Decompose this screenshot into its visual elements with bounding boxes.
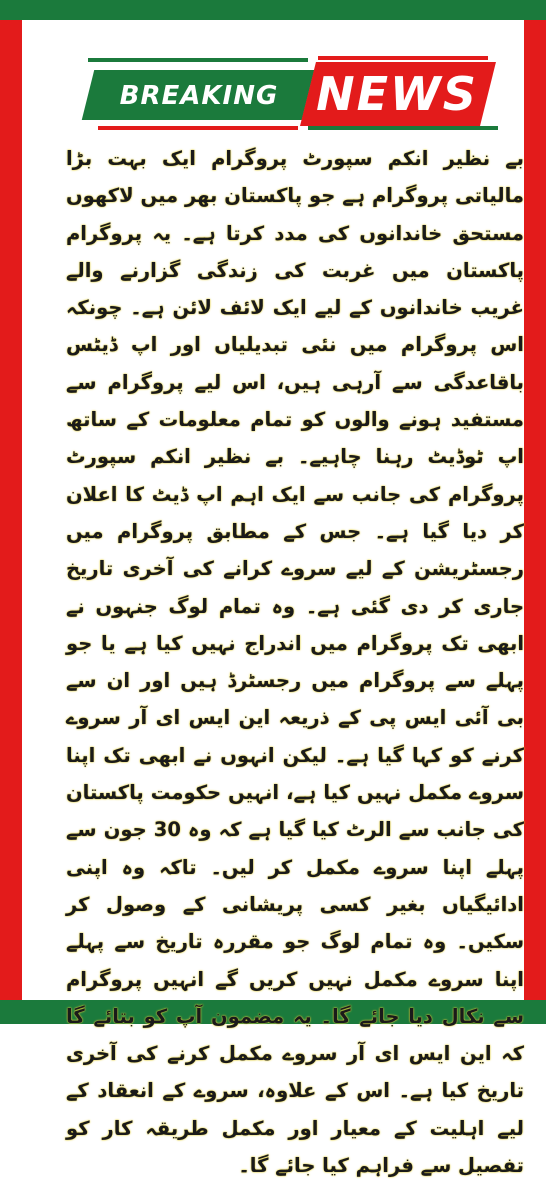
logo-stripe <box>88 58 308 62</box>
news-label: NEWS <box>316 67 478 121</box>
article-paragraph: بے نظیر انکم سپورٹ پروگرام ایک بہت بڑا مالیاتی پروگرام ہے جو پاکستان بھر میں لاکھوں مستحق خاندانوں کی مدد کرتا ہے۔ یہ پروگرام پاکستان میں غربت کی زندگی گزارنے والے غریب خاندانوں کے لیے ایک لائف لائن ہے۔ چونکہ اس پروگرام میں نئی تبدیلیاں اور اپ ڈیٹس باقاعدگی سے آرہی ہیں، اس لیے پروگرام سے مستفید ہونے والوں کو تمام معلومات کے ساتھ اپ ٹوڈیٹ رہنا چاہیے۔ بے نظیر انکم سپورٹ پروگرام کی جانب سے ایک اہم اپ ڈیٹ کا اعلان کر دیا گیا ہے۔ جس کے مطابق پروگرام میں رجسٹریشن کے لیے سروے کرانے کی آخری تاریخ جاری کر دی گئی ہے۔ وہ تمام لوگ جنہوں نے ابھی تک پروگرام میں اندراج نہیں کیا ہے یا جو پہلے سے پروگرام میں رجسٹرڈ ہیں اور ان سے بی آئی ایس پی کے ذریعہ این ایس ای آر سروے کرنے کو کہا گیا ہے۔ لیکن انہوں نے ابھی تک اپنا سروے مکمل نہیں کیا ہے، انہیں حکومت پاکستان کی جانب سے الرٹ کیا گیا ہے کہ وہ 30 جون سے پہلے اپنا سروے مکمل کر لیں۔ تاکہ وہ اپنی ادائیگیاں بغیر کسی پریشانی کے وصول کر سکیں۔ وہ تمام لوگ جو مقررہ تاریخ سے پہلے اپنا سروے مکمل نہیں کریں گے انہیں پروگرام سے نکال دیا جائے گا۔ یہ مضمون آپ کو بتائے گا کہ این ایس ای آر سروے مکمل کرنے کی آخری تاریخ کیا ہے۔ اس کے علاوہ، سروے کے انعقاد کے لیے اہلیت کے معیار اور مکمل طریقہ کار کو تفصیل سے فراہم کیا جائے گا۔ <box>66 147 524 1178</box>
right-red-border <box>524 20 546 1000</box>
news-card <box>22 20 524 1178</box>
logo-stripe <box>318 56 488 60</box>
breaking-label: BREAKING <box>119 81 279 111</box>
logo-stripe <box>98 126 298 130</box>
logo-stripe <box>308 126 498 130</box>
left-red-border <box>0 20 22 1000</box>
article-body <box>66 140 524 1178</box>
breaking-news-logo <box>58 48 508 138</box>
top-green-bar <box>0 0 546 20</box>
